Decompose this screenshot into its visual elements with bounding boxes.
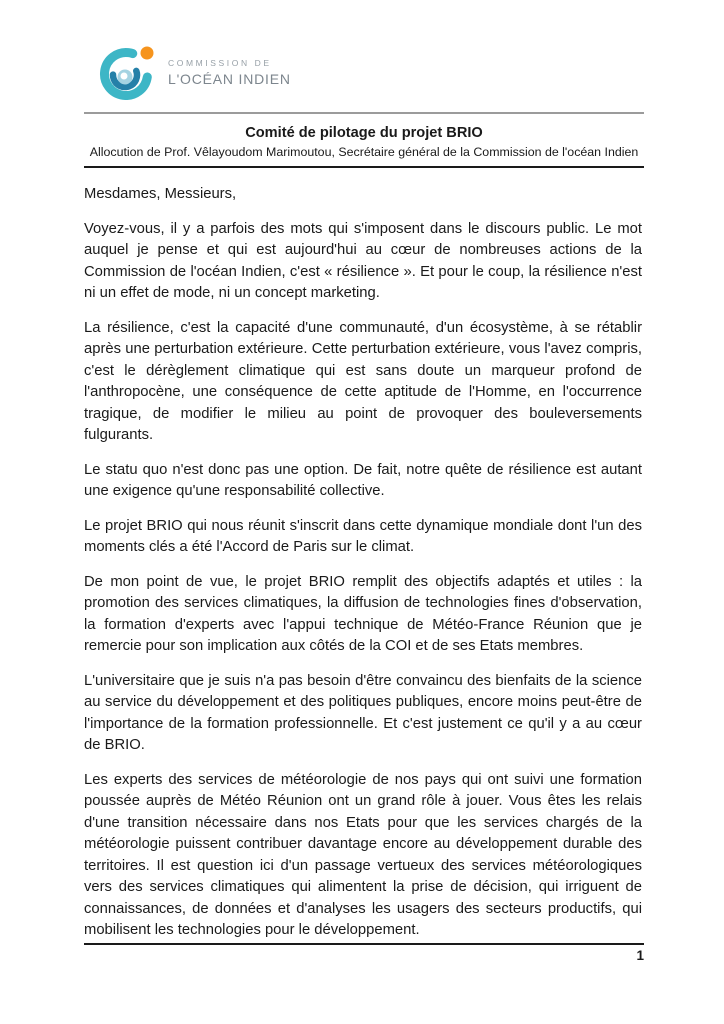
letterhead-divider	[84, 112, 644, 114]
coi-logo-icon	[99, 44, 157, 100]
body-paragraph: Voyez-vous, il y a parfois des mots qui s'imposent dans le discours public. Le mot auquel je pense et qui est aujourd'hui au cœur de nombreuses actions de la Commission de l'océan Indien, c'est « résilience ». Et pour le coup, la résilience n'est ni un effet de mode, ni un concept marketing.	[84, 220, 642, 301]
body-paragraph: La résilience, c'est la capacité d'une communauté, d'un écosystème, à se rétablir après une perturbation extérieure. Cette perturbation extérieure, vous l'avez compris, c'est le dérèglement climatique qui est sans doute un marqueur profond de l'anthropocène, une conséquence de cette aptitude de l'Homme, en l'occurrence tragique, de modifier le milieu au point de provoquer des bouleversements fulgurants.	[84, 319, 642, 443]
document-subtitle: Allocution de Prof. Vêlayoudom Marimoutou, Secrétaire général de la Commission de l'océan Indien	[89, 145, 639, 159]
footer-divider	[84, 943, 644, 945]
title-block	[84, 124, 644, 168]
body-paragraph: L'universitaire que je suis n'a pas besoin d'être convaincu des bienfaits de la science au service du développement et des politiques publiques, encore moins peut-être de l'importance de la formation professionnelle. Et c'est justement ce qu'il y a au cœur de BRIO.	[84, 672, 642, 753]
logo-org-name-line1: COMMISSION DE	[168, 57, 272, 68]
logo-org-name	[168, 58, 291, 87]
letterhead	[99, 44, 291, 100]
salutation: Mesdames, Messieurs,	[84, 186, 237, 202]
document-title: Comité de pilotage du projet BRIO	[245, 125, 483, 141]
logo-org-name-line2: L'OCÉAN INDIEN	[168, 70, 291, 87]
body-paragraph: De mon point de vue, le projet BRIO remplit des objectifs adaptés et utiles : la promotion des services climatiques, la diffusion de technologies fines d'observation, la formation d'experts avec l'appui technique de Météo-France Réunion que je remercie pour son implication aux côtés de la COI et de ses Etats membres.	[84, 573, 642, 654]
logo-orange-dot	[141, 47, 154, 60]
page-number: 1	[636, 948, 644, 963]
body-paragraph: Le statu quo n'est donc pas une option. De fait, notre quête de résilience est autant une exigence qu'une responsabilité collective.	[84, 461, 642, 499]
body-paragraph: Le projet BRIO qui nous réunit s'inscrit dans cette dynamique mondiale dont l'un des moments clés a été l'Accord de Paris sur le climat.	[84, 517, 642, 555]
logo-core-center	[121, 73, 128, 80]
body-paragraph: Les experts des services de météorologie de nos pays qui ont suivi une formation poussée auprès de Météo Réunion ont un grand rôle à jouer. Vous êtes les relais d'une transition nécessaire dans nos Etats pour que les services chargés de la météorologie puissent contribuer davantage encore au développement durable des territoires. Il est question ici d'un passage vertueux des services météorologiques vers des services climatiques qui alimentent la prise de décision, qui irriguent de connaissances, de données et d'analyses les usagers des secteurs productifs, qui mobilisent les technologies pour le développement.	[84, 771, 642, 938]
document-body	[84, 184, 642, 955]
